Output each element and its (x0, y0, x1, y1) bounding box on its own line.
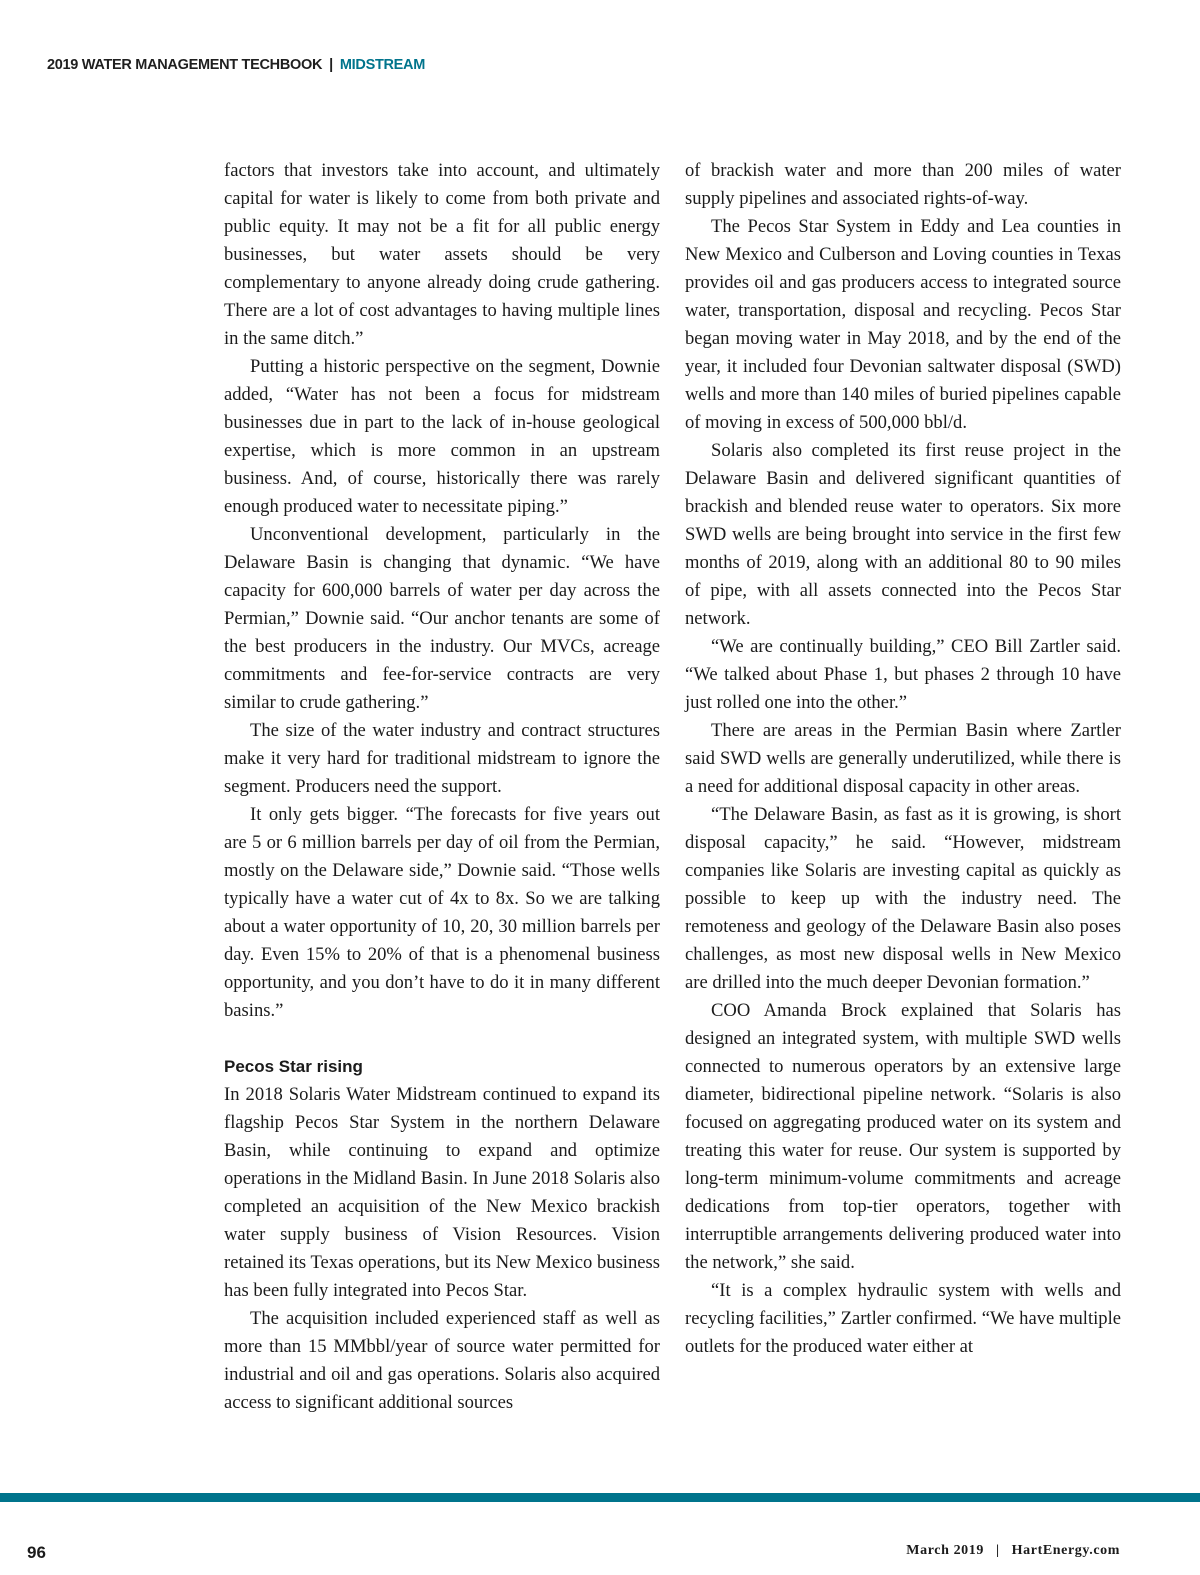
header-separator: | (329, 57, 333, 73)
paragraph: Putting a historic perspective on the segment, Downie added, “Water has not been a focus for midstream businesses due in part to the lack of in-house geological expertise, which is more common in an upstream business. And, of course, historically there was rarely enough produced water to necessitate piping.” (224, 356, 660, 517)
paragraph: factors that investors take into account, and ultimately capital for water is likely to come from both private and public equity. It may not be a fit for all public energy businesses, but water assets should be very complementary to anyone already doing crude gathering. There are a lot of cost advantages to having multiple lines in the same ditch.” (224, 160, 660, 349)
paragraph: It only gets bigger. “The forecasts for five years out are 5 or 6 million barrels per day of oil from the Permian, mostly on the Delaware side,” Downie said. “Those wells typically have a water cut of 4x to 8x. So we are talking about a water opportunity of 10, 20, 30 million barrels per day. Even 15% to 20% of that is a phenomenal business opportunity, and you don’t have to do it in many different basins.” (224, 804, 660, 1021)
section-subhead: Pecos Star rising (224, 1057, 363, 1076)
paragraph: The size of the water industry and contract structures make it very hard for traditional midstream to ignore the segment. Producers need the support. (224, 720, 660, 797)
running-head (47, 57, 425, 73)
article-column-right (685, 157, 1121, 1361)
paragraph: COO Amanda Brock explained that Solaris has designed an integrated system, with multiple SWD wells connected to numerous operators by an extensive large diameter, bidirectional pipeline network. “Solaris is also focused on aggregating produced water on its system and treating this water for reuse. Our system is supported by long-term minimum-volume commitments and acreage dedications from top-tier operators, together with interruptible arrangements delivering produced water into the network,” she said. (685, 1000, 1121, 1273)
page-number: 96 (27, 1543, 46, 1562)
paragraph: “It is a complex hydraulic system with wells and recycling facilities,” Zartler confirmed. “We have multiple outlets for the produced water either at (685, 1280, 1121, 1357)
publication-title: 2019 WATER MANAGEMENT TECHBOOK (47, 57, 323, 73)
paragraph: of brackish water and more than 200 miles of water supply pipelines and associated rights-of-way. (685, 160, 1121, 209)
paragraph: “We are continually building,” CEO Bill Zartler said. “We talked about Phase 1, but phases 2 through 10 have just rolled one into the other.” (685, 636, 1121, 713)
issue-date: March 2019 (906, 1543, 984, 1558)
footer-separator: | (995, 1543, 1000, 1558)
website-link[interactable]: HartEnergy.com (1011, 1543, 1120, 1558)
footer-info (906, 1543, 1120, 1559)
section-label: MIDSTREAM (339, 57, 425, 73)
paragraph: “The Delaware Basin, as fast as it is growing, is short disposal capacity,” he said. “However, midstream companies like Solaris are investing capital as quickly as possible to keep up with the industry need. The remoteness and geology of the Delaware Basin also poses challenges, as most new disposal wells in New Mexico are drilled into the much deeper Devonian formation.” (685, 804, 1121, 993)
footer-rule (0, 1493, 1200, 1502)
paragraph: Unconventional development, particularly in the Delaware Basin is changing that dynamic. “We have capacity for 600,000 barrels of water per day across the Permian,” Downie said. “Our anchor tenants are some of the best producers in the industry. Our MVCs, acreage commitments and fee-for-service contracts are very similar to crude gathering.” (224, 524, 660, 713)
paragraph: The Pecos Star System in Eddy and Lea counties in New Mexico and Culberson and Loving counties in Texas provides oil and gas producers access to integrated source water, transportation, disposal and recycling. Pecos Star began moving water in May 2018, and by the end of the year, it included four Devonian saltwater disposal (SWD) wells and more than 140 miles of buried pipelines capable of moving in excess of 500,000 bbl/d. (685, 216, 1121, 433)
paragraph: The acquisition included experienced staff as well as more than 15 MMbbl/year of source water permitted for industrial and oil and gas operations. Solaris also acquired access to significant additional sources (224, 1308, 660, 1413)
article-column-left (224, 157, 660, 1417)
paragraph: Solaris also completed its first reuse project in the Delaware Basin and delivered significant quantities of brackish and blended reuse water to operators. Six more SWD wells are being brought into service in the first few months of 2019, along with an additional 80 to 90 miles of pipe, with all assets connected into the Pecos Star network. (685, 440, 1121, 629)
paragraph: There are areas in the Permian Basin where Zartler said SWD wells are generally underutilized, while there is a need for additional disposal capacity in other areas. (685, 720, 1121, 797)
paragraph: In 2018 Solaris Water Midstream continued to expand its flagship Pecos Star System in the northern Delaware Basin, while continuing to expand and optimize operations in the Midland Basin. In June 2018 Solaris also completed an acquisition of the New Mexico brackish water supply business of Vision Resources. Vision retained its Texas operations, but its New Mexico business has been fully integrated into Pecos Star. (224, 1084, 660, 1301)
